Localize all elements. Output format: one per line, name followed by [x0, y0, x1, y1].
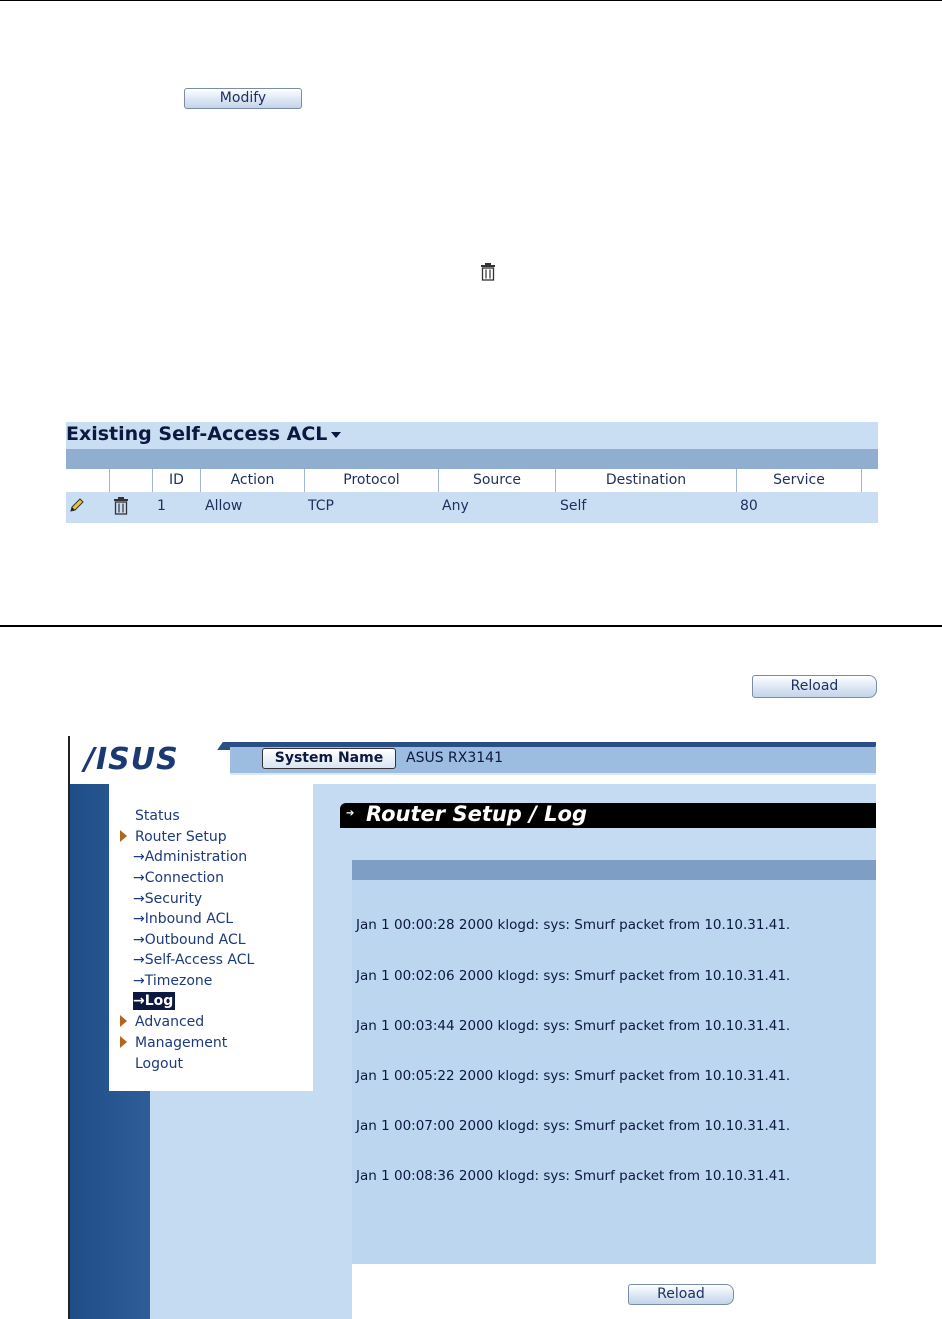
expand-arrow-icon[interactable] — [120, 1015, 127, 1027]
log-entry: Jan 1 00:03:44 2000 klogd: sys: Smurf packet from 10.10.31.41. — [356, 1017, 791, 1034]
menu-item-connection[interactable]: →Connection — [133, 870, 224, 886]
cell-id: 1 — [157, 498, 166, 514]
trash-icon[interactable] — [479, 263, 497, 281]
log-entry: Jan 1 00:08:36 2000 klogd: sys: Smurf packet from 10.10.31.41. — [356, 1167, 791, 1184]
nav-menu — [109, 780, 313, 1091]
log-header-bar — [352, 860, 876, 880]
log-entry: Jan 1 00:07:00 2000 klogd: sys: Smurf packet from 10.10.31.41. — [356, 1117, 791, 1134]
system-name-value: ASUS RX3141 — [406, 750, 503, 766]
cell-destination: Self — [560, 498, 587, 514]
menu-item-inbound-acl[interactable]: →Inbound ACL — [133, 911, 234, 927]
section-divider — [0, 625, 942, 627]
expand-arrow-icon[interactable] — [120, 1036, 127, 1048]
reload-button[interactable]: Reload — [752, 675, 877, 698]
column-filler — [862, 469, 878, 492]
log-entry: Jan 1 00:00:28 2000 klogd: sys: Smurf packet from 10.10.31.41. — [356, 917, 791, 934]
column-id: ID — [153, 469, 201, 492]
menu-item-log[interactable]: →Log — [133, 993, 174, 1009]
column-action: Action — [201, 469, 305, 492]
page-title: Router Setup / Log — [366, 802, 587, 826]
log-entry: Jan 1 00:02:06 2000 klogd: sys: Smurf packet from 10.10.31.41. — [356, 967, 791, 984]
menu-item-logout[interactable]: Logout — [135, 1056, 183, 1072]
modify-button[interactable]: Modify — [184, 88, 302, 109]
asus-logo: /ISUS — [84, 742, 179, 777]
column-destination: Destination — [556, 469, 737, 492]
header-underline — [230, 773, 876, 775]
trash-icon[interactable] — [112, 497, 130, 515]
cell-source: Any — [442, 498, 469, 514]
menu-item-status[interactable]: Status — [135, 808, 180, 824]
menu-item-advanced[interactable]: Advanced — [135, 1014, 205, 1030]
cell-action: Allow — [205, 498, 243, 514]
menu-item-management[interactable]: Management — [135, 1035, 228, 1051]
top-divider — [0, 0, 942, 1]
reload-button[interactable]: Reload — [628, 1284, 734, 1305]
column-delete — [110, 469, 153, 492]
log-list — [356, 884, 790, 1218]
system-name-label: System Name — [262, 748, 396, 769]
acl-title — [66, 422, 341, 446]
acl-title-text: Existing Self-Access ACL — [66, 423, 328, 445]
acl-header-bar — [66, 449, 878, 469]
expand-arrow-icon[interactable] — [120, 830, 127, 842]
acl-panel — [66, 422, 878, 523]
arrow-bullet-icon: ➔ — [346, 808, 355, 819]
column-source: Source — [439, 469, 556, 492]
pencil-icon[interactable] — [68, 498, 84, 514]
log-footer — [352, 1264, 876, 1319]
menu-item-router-setup[interactable]: Router Setup — [135, 829, 227, 845]
menu-item-self-access-acl[interactable]: →Self-Access ACL — [133, 952, 255, 968]
column-edit — [66, 469, 110, 492]
cell-protocol: TCP — [308, 498, 334, 514]
column-protocol: Protocol — [305, 469, 439, 492]
cell-service: 80 — [740, 498, 758, 514]
menu-item-timezone[interactable]: →Timezone — [133, 973, 213, 989]
menu-item-outbound-acl[interactable]: →Outbound ACL — [133, 932, 246, 948]
menu-item-administration[interactable]: →Administration — [133, 849, 248, 865]
caret-down-icon[interactable] — [331, 432, 341, 438]
router-window — [68, 736, 876, 1319]
log-entry: Jan 1 00:05:22 2000 klogd: sys: Smurf packet from 10.10.31.41. — [356, 1067, 791, 1084]
menu-item-security[interactable]: →Security — [133, 891, 203, 907]
column-service: Service — [737, 469, 862, 492]
